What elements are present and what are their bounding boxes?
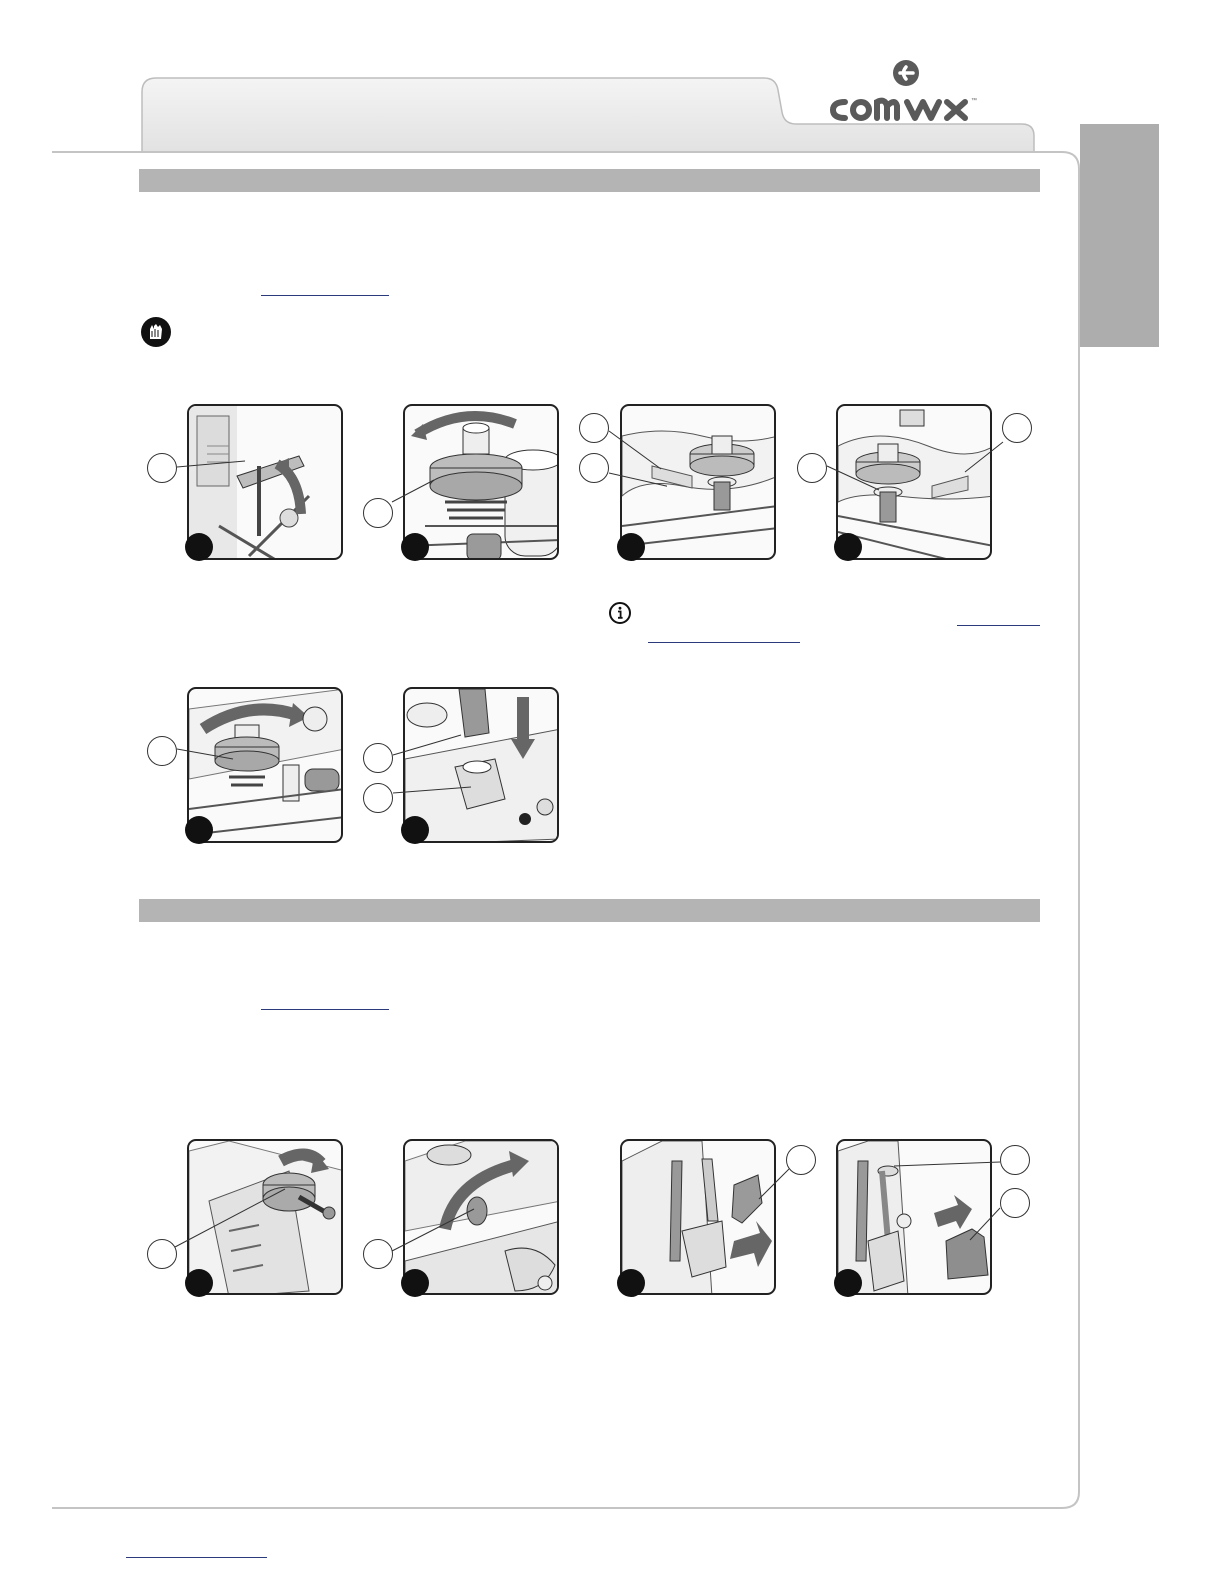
leader-line (890, 1158, 1004, 1248)
callout-circle-6b (363, 783, 393, 813)
step-marker-10 (834, 1269, 862, 1297)
reference-link-3[interactable] (648, 642, 800, 643)
reference-link-4[interactable] (261, 1009, 389, 1010)
callout-circle-5 (147, 736, 177, 766)
reference-link-2[interactable] (957, 625, 1040, 626)
callout-circle-10a (1000, 1145, 1030, 1175)
leader-line (173, 1185, 293, 1255)
step-marker-7 (185, 1269, 213, 1297)
callout-circle-8 (363, 1239, 393, 1269)
step-marker-3 (617, 533, 645, 561)
callout-circle-2 (363, 498, 393, 528)
step-marker-8 (401, 1269, 429, 1297)
callout-circle-10b (1000, 1188, 1030, 1218)
section-heading-bar-1 (139, 169, 1040, 192)
callout-circle-6a (363, 743, 393, 773)
callout-circle-4b (797, 453, 827, 483)
leader-line (177, 455, 247, 475)
illustration-panel-1 (187, 404, 343, 560)
step-marker-4 (834, 533, 862, 561)
leader-line (391, 725, 491, 805)
leader-line (755, 1165, 795, 1205)
leader-line (607, 425, 667, 495)
leader-line (390, 1205, 480, 1255)
chapter-side-tab (1080, 124, 1159, 347)
callout-circle-3a (579, 413, 609, 443)
reference-link-1[interactable] (261, 295, 389, 296)
callout-circle-1 (147, 453, 177, 483)
callout-circle-3b (579, 453, 609, 483)
leader-line (390, 478, 440, 508)
info-icon (608, 601, 632, 625)
illustration-panel-5 (187, 687, 343, 843)
leader-line (825, 430, 1005, 500)
step-marker-9 (617, 1269, 645, 1297)
footer-link[interactable] (126, 1557, 267, 1558)
step-marker-1 (185, 533, 213, 561)
callout-circle-4a (1002, 413, 1032, 443)
illustration-panel-9 (620, 1139, 776, 1295)
svg-text:™: ™ (971, 98, 977, 104)
comac-logo (825, 56, 985, 122)
gloves-icon (140, 316, 172, 348)
leader-line (177, 745, 237, 765)
step-marker-5 (185, 816, 213, 844)
step-marker-2 (401, 533, 429, 561)
step-marker-6 (401, 816, 429, 844)
section-heading-bar-2 (139, 899, 1040, 922)
